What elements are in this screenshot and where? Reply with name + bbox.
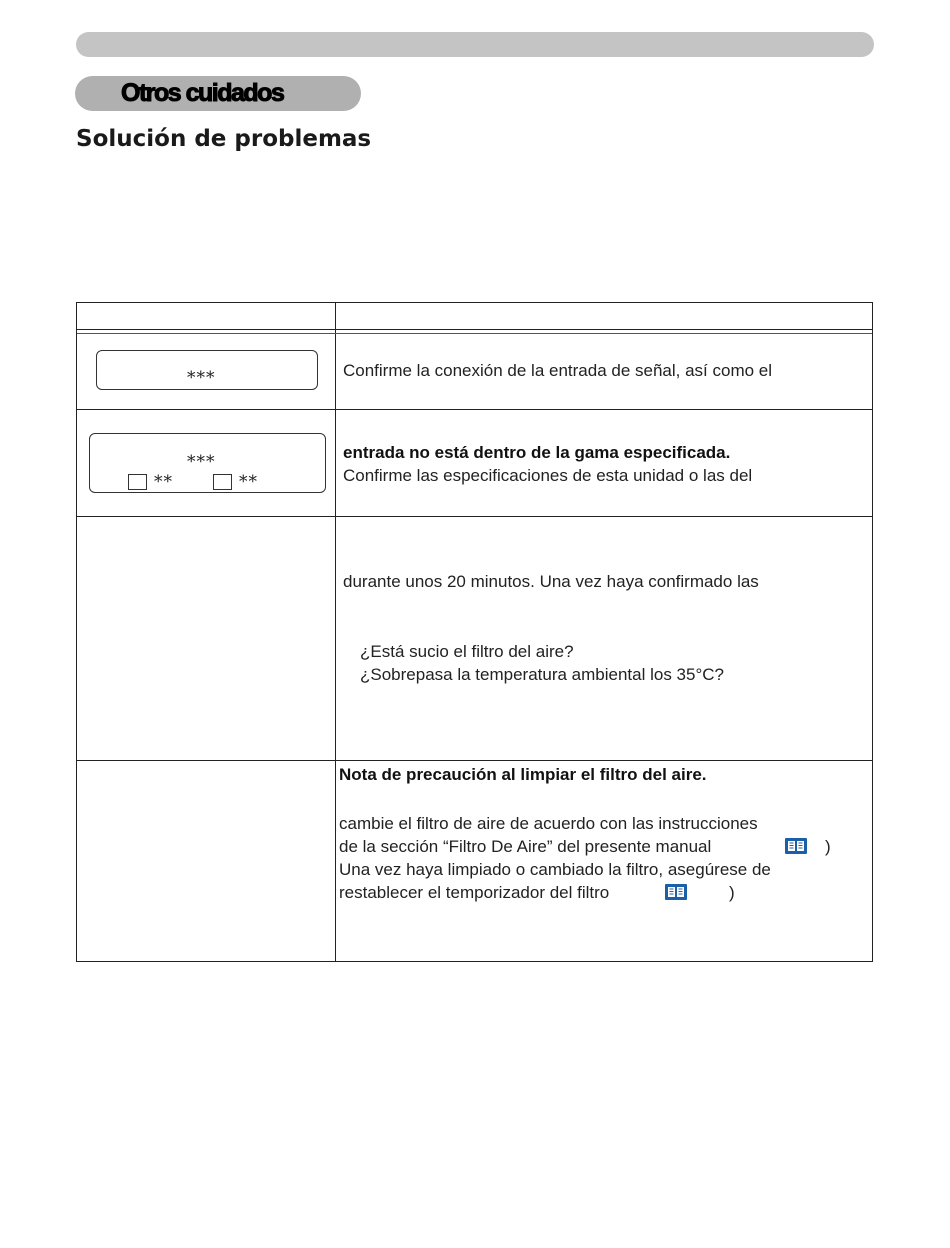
row-text: restablecer el temporizador del filtro — [339, 883, 610, 902]
row-text-close: ) — [825, 837, 831, 856]
row-text: Confirme la conexión de la entrada de señal, así como el — [343, 361, 773, 380]
row-text: de la sección “Filtro De Aire” del presente manual — [339, 837, 712, 856]
display-asterisks: *** — [187, 368, 216, 388]
header-row-divider — [77, 329, 872, 330]
display-sub-asterisks: ** — [239, 472, 258, 492]
row-text: durante unos 20 minutos. Una vez haya confirmado las — [343, 572, 759, 591]
message-display — [89, 433, 326, 493]
row-heading: Nota de precaución al limpiar el filtro del aire. — [339, 765, 707, 784]
row-text-close: ) — [729, 883, 735, 902]
row-divider — [77, 760, 872, 761]
book-icon — [665, 884, 687, 900]
column-divider — [335, 303, 336, 961]
troubleshooting-table — [76, 302, 873, 962]
row-heading: entrada no está dentro de la gama especificada. — [343, 443, 731, 462]
section-label-text: Otros cuidados — [121, 79, 284, 107]
display-sub-asterisks: ** — [154, 472, 173, 492]
row-divider — [77, 409, 872, 410]
row-text: Confirme las especificaciones de esta unidad o las del — [343, 466, 753, 485]
page-title: Solución de problemas — [76, 126, 372, 152]
row-text: Una vez haya limpiado o cambiado la filtro, asegúrese de — [339, 860, 771, 879]
header-bar — [76, 32, 874, 57]
book-icon — [785, 838, 807, 854]
row-text: cambie el filtro de aire de acuerdo con las instrucciones — [339, 814, 758, 833]
checkbox-square-icon — [213, 474, 232, 490]
row-divider — [77, 516, 872, 517]
display-asterisks: *** — [187, 452, 216, 472]
header-row-divider-double — [77, 333, 872, 334]
row-question: ¿Sobrepasa la temperatura ambiental los 35°C? — [360, 665, 724, 684]
message-display — [96, 350, 318, 390]
section-label — [75, 76, 361, 111]
checkbox-square-icon — [128, 474, 147, 490]
row-question: ¿Está sucio el filtro del aire? — [360, 642, 574, 661]
